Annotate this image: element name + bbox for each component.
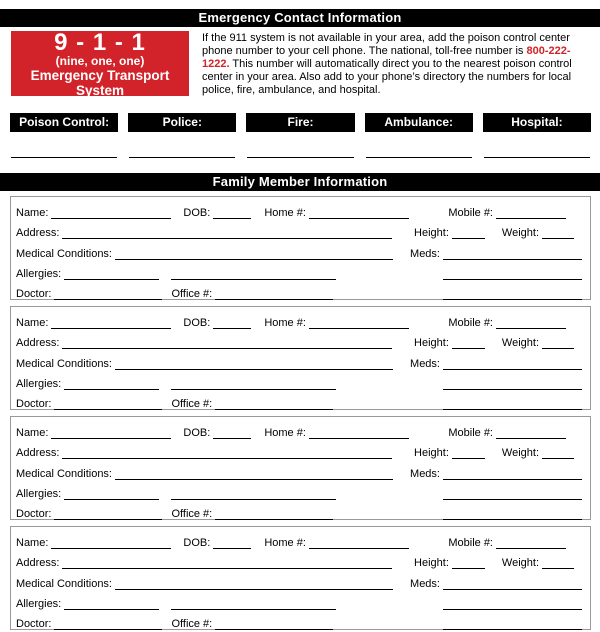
allergies-fill-line-2[interactable] [171, 389, 336, 390]
poison-control-phone-number: 800-222-1222. [202, 45, 571, 70]
address-label: Address: [16, 227, 60, 240]
medical-conditions-fill-line[interactable] [115, 589, 393, 590]
height-fill-line[interactable] [452, 348, 485, 349]
member-row-name [16, 199, 582, 219]
emergency-numbers-header-row [10, 113, 591, 132]
dob-label: DOB: [183, 207, 211, 220]
allergies-label: Allergies: [16, 377, 62, 390]
name-fill-line[interactable] [51, 218, 171, 219]
hospital-label: Hospital: [483, 113, 591, 132]
doctor-label: Doctor: [16, 397, 52, 410]
family-member-box [10, 526, 591, 630]
member-row-doctor [16, 280, 582, 300]
height-fill-line[interactable] [452, 238, 485, 239]
weight-label: Weight: [501, 227, 539, 240]
form-title-bar: Emergency Contact Information [0, 9, 600, 27]
allergies-fill-line-2[interactable] [171, 609, 336, 610]
member-row-address [16, 549, 582, 569]
height-label: Height: [414, 447, 449, 460]
meds-fill-line-3[interactable] [443, 409, 582, 410]
member-row-name [16, 529, 582, 549]
family-member-box [10, 306, 591, 410]
member-row-medical [16, 239, 582, 259]
doctor-fill-line[interactable] [54, 409, 162, 410]
weight-fill-line[interactable] [542, 238, 574, 239]
allergies-fill-line[interactable] [64, 609, 159, 610]
member-row-allergies [16, 480, 582, 500]
address-fill-line[interactable] [62, 238, 392, 239]
family-section-title-bar: Family Member Information [0, 173, 600, 191]
911-banner [11, 28, 189, 98]
medical-conditions-label: Medical Conditions: [16, 247, 112, 260]
meds-fill-line[interactable] [443, 479, 582, 480]
instructions-text-after: This number will automatically direct you to the nearest poison control center in your area. Also add to your phone’s directory the numbers for local police, fire, ambulance, and hospital. [202, 58, 572, 96]
home-phone-label: Home #: [264, 317, 306, 330]
mobile-phone-fill-line[interactable] [496, 218, 566, 219]
meds-fill-line-2[interactable] [443, 279, 582, 280]
member-row-medical [16, 569, 582, 589]
family-members-list [0, 196, 600, 630]
meds-label: Meds: [410, 247, 440, 260]
home-phone-label: Home #: [264, 427, 306, 440]
office-phone-label: Office #: [171, 287, 213, 300]
dob-label: DOB: [183, 537, 211, 550]
911-subtitle: Emergency Transport System [30, 67, 170, 98]
dob-fill-line[interactable] [213, 438, 251, 439]
meds-label: Meds: [410, 577, 440, 590]
meds-fill-line-2[interactable] [443, 389, 582, 390]
ambulance-label: Ambulance: [365, 113, 473, 132]
family-member-box [10, 196, 591, 300]
address-fill-line[interactable] [62, 568, 392, 569]
medical-conditions-fill-line[interactable] [115, 259, 393, 260]
mobile-phone-fill-line[interactable] [496, 548, 566, 549]
height-label: Height: [414, 337, 449, 350]
emergency-numbers-fill-row [10, 156, 591, 158]
allergies-fill-line-2[interactable] [171, 499, 336, 500]
address-label: Address: [16, 557, 60, 570]
allergies-label: Allergies: [16, 267, 62, 280]
dob-fill-line[interactable] [213, 548, 251, 549]
top-section [11, 28, 592, 98]
office-phone-label: Office #: [171, 397, 213, 410]
medical-conditions-fill-line[interactable] [115, 369, 393, 370]
poison-control-instructions [202, 31, 592, 96]
medical-conditions-label: Medical Conditions: [16, 357, 112, 370]
911-number: 9 - 1 - 1 [54, 28, 146, 56]
meds-label: Meds: [410, 467, 440, 480]
dob-label: DOB: [183, 427, 211, 440]
meds-fill-line-2[interactable] [443, 499, 582, 500]
height-label: Height: [414, 557, 449, 570]
name-fill-line[interactable] [51, 438, 171, 439]
office-phone-fill-line[interactable] [215, 299, 333, 300]
mobile-phone-label: Mobile #: [448, 427, 493, 440]
weight-label: Weight: [501, 447, 539, 460]
allergies-label: Allergies: [16, 597, 62, 610]
address-label: Address: [16, 337, 60, 350]
allergies-fill-line[interactable] [64, 499, 159, 500]
member-row-address [16, 329, 582, 349]
poison-control-label: Poison Control: [10, 113, 118, 132]
doctor-label: Doctor: [16, 507, 52, 520]
member-row-doctor [16, 500, 582, 520]
member-row-medical [16, 459, 582, 479]
home-phone-fill-line[interactable] [309, 218, 409, 219]
weight-fill-line[interactable] [542, 568, 574, 569]
member-row-address [16, 439, 582, 459]
meds-label: Meds: [410, 357, 440, 370]
doctor-fill-line[interactable] [54, 299, 162, 300]
fire-label: Fire: [246, 113, 354, 132]
member-row-allergies [16, 590, 582, 610]
member-row-name [16, 419, 582, 439]
police-label: Police: [128, 113, 236, 132]
office-phone-fill-line[interactable] [215, 629, 333, 630]
member-row-medical [16, 349, 582, 369]
address-label: Address: [16, 447, 60, 460]
mobile-phone-fill-line[interactable] [496, 438, 566, 439]
address-fill-line[interactable] [62, 458, 392, 459]
height-fill-line[interactable] [452, 458, 485, 459]
allergies-fill-line[interactable] [64, 389, 159, 390]
address-fill-line[interactable] [62, 348, 392, 349]
home-phone-fill-line[interactable] [309, 548, 409, 549]
mobile-phone-label: Mobile #: [448, 317, 493, 330]
meds-fill-line-3[interactable] [443, 299, 582, 300]
office-phone-label: Office #: [171, 617, 213, 630]
meds-fill-line-2[interactable] [443, 609, 582, 610]
meds-fill-line-3[interactable] [443, 519, 582, 520]
police-fill-line[interactable] [129, 156, 235, 158]
name-label: Name: [16, 427, 49, 440]
allergies-fill-line-2[interactable] [171, 279, 336, 280]
weight-label: Weight: [501, 557, 539, 570]
name-label: Name: [16, 207, 49, 220]
doctor-label: Doctor: [16, 617, 52, 630]
doctor-fill-line[interactable] [54, 629, 162, 630]
dob-label: DOB: [183, 317, 211, 330]
meds-fill-line[interactable] [443, 589, 582, 590]
allergies-label: Allergies: [16, 487, 62, 500]
weight-fill-line[interactable] [542, 348, 574, 349]
fire-fill-line[interactable] [247, 156, 353, 158]
mobile-phone-label: Mobile #: [448, 207, 493, 220]
weight-label: Weight: [501, 337, 539, 350]
medical-conditions-fill-line[interactable] [115, 479, 393, 480]
member-row-doctor [16, 390, 582, 410]
member-row-address [16, 219, 582, 239]
name-label: Name: [16, 317, 49, 330]
office-phone-label: Office #: [171, 507, 213, 520]
medical-conditions-label: Medical Conditions: [16, 577, 112, 590]
dob-fill-line[interactable] [213, 218, 251, 219]
name-fill-line[interactable] [51, 328, 171, 329]
member-row-allergies [16, 260, 582, 280]
mobile-phone-fill-line[interactable] [496, 328, 566, 329]
doctor-fill-line[interactable] [54, 519, 162, 520]
name-label: Name: [16, 537, 49, 550]
office-phone-fill-line[interactable] [215, 409, 333, 410]
meds-fill-line[interactable] [443, 259, 582, 260]
allergies-fill-line[interactable] [64, 279, 159, 280]
height-label: Height: [414, 227, 449, 240]
home-phone-label: Home #: [264, 537, 306, 550]
meds-fill-line-3[interactable] [443, 629, 582, 630]
member-row-name [16, 309, 582, 329]
instructions-text-before: If the 911 system is not available in your area, add the poison control center phone number to your cell phone. The national, toll-free number is [202, 32, 570, 57]
home-phone-fill-line[interactable] [309, 328, 409, 329]
name-fill-line[interactable] [51, 548, 171, 549]
height-fill-line[interactable] [452, 568, 485, 569]
911-words: (nine, one, one) [55, 53, 145, 68]
medical-conditions-label: Medical Conditions: [16, 467, 112, 480]
member-row-doctor [16, 610, 582, 630]
meds-fill-line[interactable] [443, 369, 582, 370]
home-phone-label: Home #: [264, 207, 306, 220]
family-member-box [10, 416, 591, 520]
hospital-fill-line[interactable] [484, 156, 590, 158]
office-phone-fill-line[interactable] [215, 519, 333, 520]
poison-control-fill-line[interactable] [11, 156, 117, 158]
ambulance-fill-line[interactable] [366, 156, 472, 158]
dob-fill-line[interactable] [213, 328, 251, 329]
home-phone-fill-line[interactable] [309, 438, 409, 439]
doctor-label: Doctor: [16, 287, 52, 300]
mobile-phone-label: Mobile #: [448, 537, 493, 550]
member-row-allergies [16, 370, 582, 390]
weight-fill-line[interactable] [542, 458, 574, 459]
